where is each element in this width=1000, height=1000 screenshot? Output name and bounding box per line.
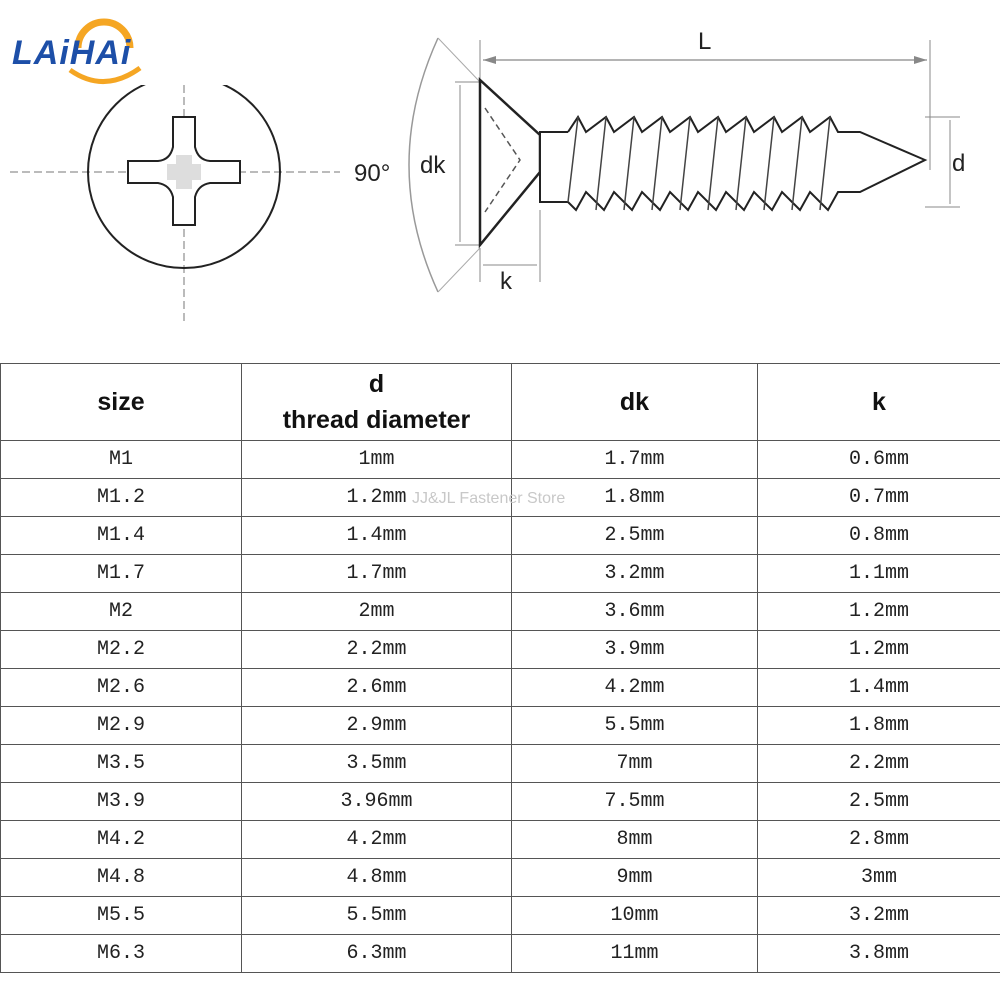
table-row	[1, 745, 1000, 783]
cell-k: 0.6mm	[758, 441, 1000, 479]
cell-k: 1.2mm	[758, 593, 1000, 631]
cell-dk: 3.6mm	[512, 593, 758, 631]
table-row	[1, 859, 1000, 897]
cell-dk: 8mm	[512, 821, 758, 859]
cell-d: 4.8mm	[242, 859, 512, 897]
cell-dk: 7mm	[512, 745, 758, 783]
table-row	[1, 897, 1000, 935]
table-row	[1, 821, 1000, 859]
cell-size: M1.7	[1, 555, 242, 593]
cell-size: M2	[1, 593, 242, 631]
head-diameter-label: dk	[420, 152, 446, 179]
cell-d: 1.7mm	[242, 555, 512, 593]
cell-size: M3.5	[1, 745, 242, 783]
cell-dk: 1.8mm	[512, 479, 758, 517]
cell-dk: 4.2mm	[512, 669, 758, 707]
header-d-subtitle: thread diameter	[282, 406, 471, 434]
length-label: L	[698, 28, 712, 55]
cell-size: M2.9	[1, 707, 242, 745]
cell-d: 3.96mm	[242, 783, 512, 821]
cell-k: 3.2mm	[758, 897, 1000, 935]
cell-size: M1.2	[1, 479, 242, 517]
cell-dk: 11mm	[512, 935, 758, 973]
thread-diameter-label: d	[952, 150, 966, 177]
angle-label: 90°	[354, 160, 391, 187]
cell-d: 1mm	[242, 441, 512, 479]
table-row	[1, 555, 1000, 593]
cell-dk: 9mm	[512, 859, 758, 897]
cell-dk: 2.5mm	[512, 517, 758, 555]
header-dk: dk	[512, 364, 758, 441]
table-row	[1, 517, 1000, 555]
cell-dk: 5.5mm	[512, 707, 758, 745]
cell-size: M4.8	[1, 859, 242, 897]
table-row	[1, 783, 1000, 821]
cell-k: 3mm	[758, 859, 1000, 897]
cell-k: 0.7mm	[758, 479, 1000, 517]
table-row	[1, 707, 1000, 745]
cell-k: 2.8mm	[758, 821, 1000, 859]
cell-k: 1.4mm	[758, 669, 1000, 707]
cell-k: 3.8mm	[758, 935, 1000, 973]
cell-k: 2.5mm	[758, 783, 1000, 821]
cell-size: M1	[1, 441, 242, 479]
table-row	[1, 593, 1000, 631]
cell-d: 2.2mm	[242, 631, 512, 669]
cell-dk: 10mm	[512, 897, 758, 935]
cell-dk: 3.2mm	[512, 555, 758, 593]
table-header-row	[1, 364, 1000, 441]
cell-k: 2.2mm	[758, 745, 1000, 783]
cell-d: 1.2mm	[242, 479, 512, 517]
cell-size: M4.2	[1, 821, 242, 859]
screw-top-view	[0, 85, 360, 330]
table-row	[1, 669, 1000, 707]
cell-d: 4.2mm	[242, 821, 512, 859]
cell-d: 1.4mm	[242, 517, 512, 555]
cell-k: 1.1mm	[758, 555, 1000, 593]
cell-d: 3.5mm	[242, 745, 512, 783]
cell-d: 2.6mm	[242, 669, 512, 707]
watermark: JJ&JL Fastener Store	[412, 490, 566, 507]
cell-size: M1.4	[1, 517, 242, 555]
cell-dk: 1.7mm	[512, 441, 758, 479]
header-thread-diameter	[242, 364, 512, 441]
cell-dk: 7.5mm	[512, 783, 758, 821]
table-row	[1, 441, 1000, 479]
cell-k: 0.8mm	[758, 517, 1000, 555]
cell-d: 6.3mm	[242, 935, 512, 973]
header-k: k	[758, 364, 1000, 441]
cell-d: 5.5mm	[242, 897, 512, 935]
header-d: d	[368, 370, 385, 398]
head-height-label: k	[500, 268, 512, 295]
brand-logo	[8, 8, 188, 88]
header-size: size	[1, 364, 242, 441]
cell-d: 2.9mm	[242, 707, 512, 745]
cell-dk: 3.9mm	[512, 631, 758, 669]
spec-table	[0, 363, 1000, 973]
cell-k: 1.2mm	[758, 631, 1000, 669]
logo-text: LAiHAi	[12, 34, 132, 72]
cell-size: M5.5	[1, 897, 242, 935]
table-row	[1, 631, 1000, 669]
cell-d: 2mm	[242, 593, 512, 631]
cell-size: M6.3	[1, 935, 242, 973]
table-row	[1, 935, 1000, 973]
cell-k: 1.8mm	[758, 707, 1000, 745]
cell-size: M2.2	[1, 631, 242, 669]
cell-size: M2.6	[1, 669, 242, 707]
cell-size: M3.9	[1, 783, 242, 821]
